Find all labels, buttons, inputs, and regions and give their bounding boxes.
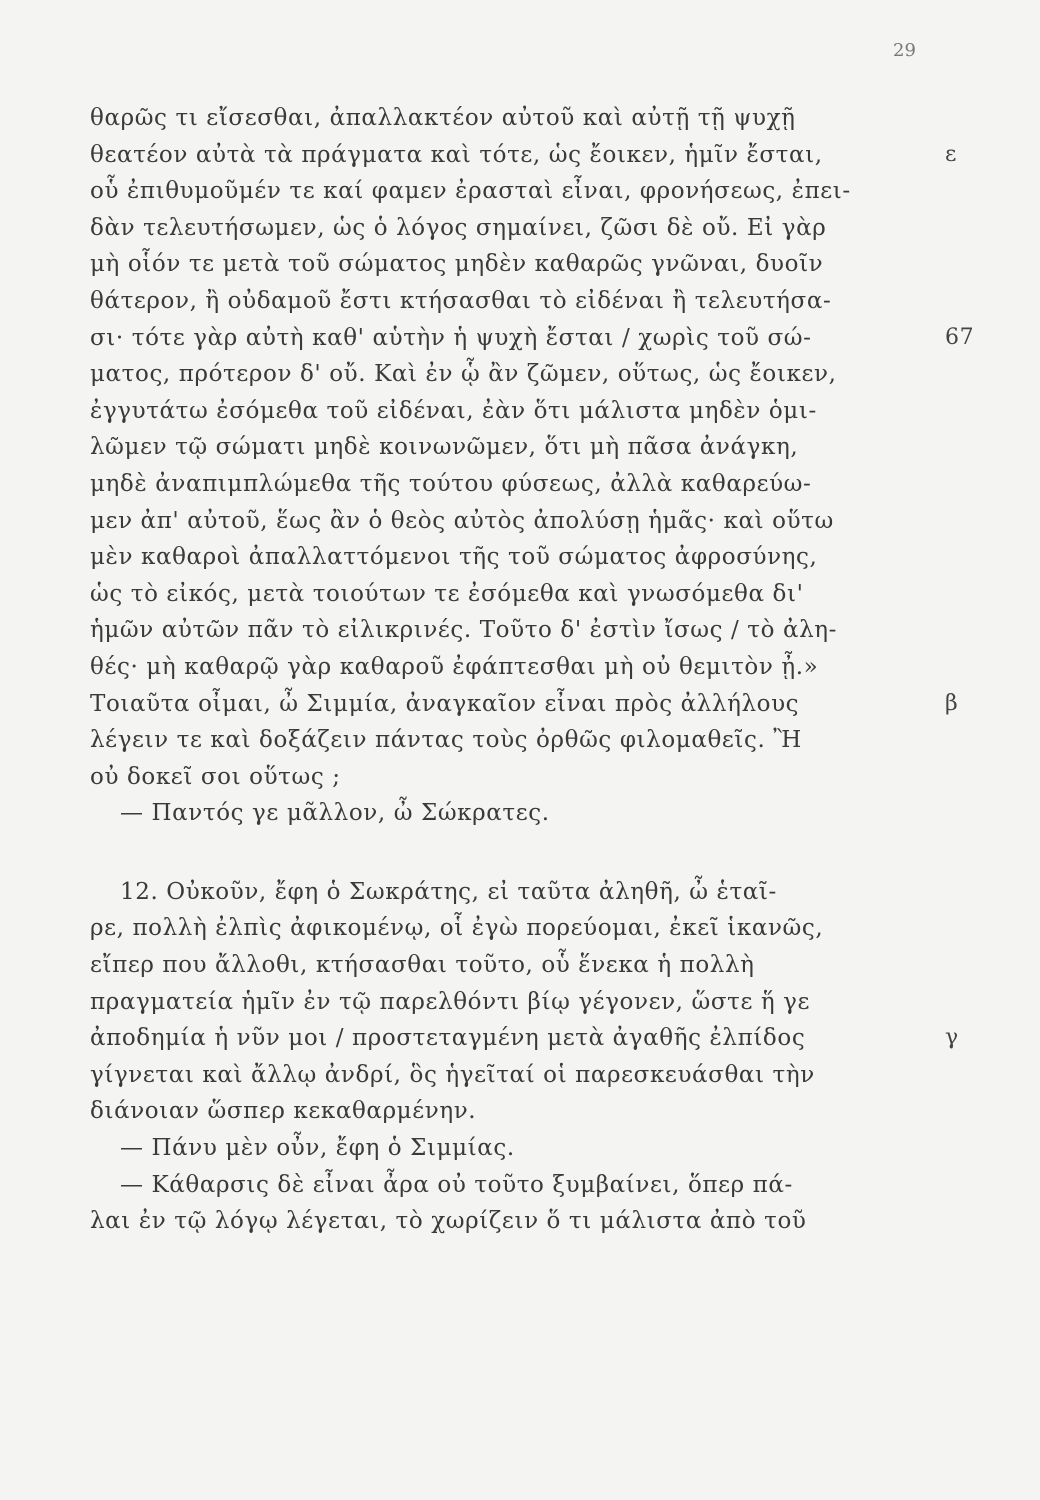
line-text: 12. Οὐκοῦν, ἔφη ὁ Σωκράτης, εἰ ταῦτα ἀληθῆ, ὦ ἑταῖ- <box>120 878 777 905</box>
line-text: μηδὲ ἀναπιμπλώμεθα τῆς τούτου φύσεως, ἀλλὰ καθαρεύω- <box>90 470 812 497</box>
text-line <box>90 100 950 137</box>
text-line <box>90 1130 950 1167</box>
line-text: εἴπερ που ἄλλοθι, κτήσασθαι τοῦτο, οὗ ἕνεκα ἡ πολλὴ <box>90 952 755 979</box>
text-line <box>90 612 950 649</box>
text-line <box>90 649 950 686</box>
text-line <box>90 795 950 832</box>
line-text: λῶμεν τῷ σώματι μηδὲ κοινωνῶμεν, ὅτι μὴ πᾶσα ἀνάγκη, <box>90 434 799 461</box>
line-text: διάνοιαν ὥσπερ κεκαθαρμένην. <box>90 1098 477 1125</box>
text-line <box>90 246 950 283</box>
text-line <box>90 320 975 357</box>
text-line <box>90 686 959 723</box>
text-line <box>90 1020 959 1057</box>
text-line <box>90 539 950 576</box>
line-text: μεν ἀπ' αὐτοῦ, ἕως ἂν ὁ θεὸς αὐτὸς ἀπολύσῃ ἡμᾶς· καὶ οὕτω <box>90 507 834 534</box>
text-line <box>90 984 950 1021</box>
line-text: οὐ δοκεῖ σοι οὕτως ; <box>90 763 341 790</box>
line-text: ρε, πολλὴ ἐλπὶς ἀφικομένῳ, οἷ ἐγὼ πορεύομαι, ἐκεῖ ἱκανῶς, <box>90 915 824 942</box>
line-text: θάτερον, ἢ οὐδαμοῦ ἔστι κτήσασθαι τὸ εἰδέναι ἢ τελευτήσα- <box>90 287 832 314</box>
line-text: σι· τότε γὰρ αὐτὴ καθ' αὑτὴν ἡ ψυχὴ ἔσται / χωρὶς τοῦ σώ- <box>90 324 812 351</box>
line-text: οὗ ἐπιθυμοῦμέν τε καί φαμεν ἐρασταὶ εἶναι, φρονήσεως, ἐπει- <box>90 178 851 205</box>
line-text: λέγειν τε καὶ δοξάζειν πάντας τοὺς ὀρθῶς φιλομαθεῖς. Ἢ <box>90 727 802 754</box>
line-text: θεατέον αὐτὰ τὰ πράγματα καὶ τότε, ὡς ἔοικεν, ἡμῖν ἔσται, <box>90 141 823 168</box>
text-line <box>90 874 950 911</box>
line-text: θαρῶς τι εἴσεσθαι, ἀπαλλακτέον αὐτοῦ καὶ αὐτῇ τῇ ψυχῇ <box>90 105 796 131</box>
line-text: ματος, πρότερον δ' οὔ. Καὶ ἐν ᾧ ἂν ζῶμεν, οὕτως, ὡς ἔοικεν, <box>90 361 837 388</box>
line-text: λαι ἐν τῷ λόγῳ λέγεται, τὸ χωρίζειν ὅ τι μάλιστα ἀπὸ τοῦ <box>90 1208 807 1235</box>
line-text: ὡς τὸ εἰκός, μετὰ τοιούτων τε ἐσόμεθα καὶ γνωσόμεθα δι' <box>90 580 804 607</box>
margin-reference: γ <box>945 1025 959 1051</box>
line-text: ἐγγυτάτω ἐσόμεθα τοῦ εἰδέναι, ἐὰν ὅτι μάλιστα μηδὲν ὁμι- <box>90 397 817 424</box>
text-line <box>90 1167 950 1204</box>
text-line <box>90 759 950 796</box>
margin-reference: ε <box>945 141 957 167</box>
text-line <box>90 503 950 540</box>
text-line <box>90 947 950 984</box>
line-text: θές· μὴ καθαρῷ γὰρ καθαροῦ ἐφάπτεσθαι μὴ οὐ θεμιτὸν ᾖ.» <box>90 653 819 680</box>
text-line <box>90 429 950 466</box>
line-text: γίγνεται καὶ ἄλλῳ ἀνδρί, ὃς ἡγεῖταί οἱ παρεσκευάσθαι τὴν <box>90 1061 815 1088</box>
line-text: Τοιαῦτα οἶμαι, ὦ Σιμμία, ἀναγκαῖον εἶναι πρὸς ἀλλήλους <box>90 690 800 717</box>
text-line <box>90 1203 950 1240</box>
text-line <box>90 283 950 320</box>
text-line <box>90 173 950 210</box>
text-line <box>90 137 957 174</box>
text-line <box>90 722 950 759</box>
line-text: — Πάνυ μὲν οὖν, ἔφη ὁ Σιμμίας. <box>120 1135 515 1162</box>
line-text: — Παντός γε μᾶλλον, ὦ Σώκρατες. <box>120 800 550 827</box>
text-line <box>90 210 950 247</box>
text-line <box>90 1057 950 1094</box>
line-text: — Κάθαρσις δὲ εἶναι ἆρα οὐ τοῦτο ξυμβαίνει, ὅπερ πά- <box>120 1171 793 1198</box>
line-text: μὴ οἷόν τε μετὰ τοῦ σώματος μηδὲν καθαρῶς γνῶναι, δυοῖν <box>90 251 824 278</box>
margin-reference: β <box>945 690 959 716</box>
text-line <box>90 576 950 613</box>
section-gap <box>90 832 950 874</box>
line-text: ἀποδημία ἡ νῦν μοι / προστεταγμένη μετὰ ἀγαθῆς ἐλπίδος <box>90 1025 806 1052</box>
text-line <box>90 466 950 503</box>
text-line <box>90 356 950 393</box>
line-text: μὲν καθαροὶ ἀπαλλαττόμενοι τῆς τοῦ σώματος ἀφροσύνης, <box>90 544 818 571</box>
margin-reference: 67 <box>945 324 975 350</box>
line-text: πραγματεία ἡμῖν ἐν τῷ παρελθόντι βίῳ γέγονεν, ὥστε ἥ γε <box>90 988 811 1015</box>
line-text: ἡμῶν αὐτῶν πᾶν τὸ εἰλικρινές. Τοῦτο δ' ἐστὶν ἴσως / τὸ ἀλη- <box>90 617 838 644</box>
text-line <box>90 1093 950 1130</box>
body-text <box>90 100 975 1240</box>
page-number: 29 <box>893 40 916 61</box>
text-line <box>90 393 950 430</box>
text-line <box>90 910 950 947</box>
line-text: δὰν τελευτήσωμεν, ὡς ὁ λόγος σημαίνει, ζῶσι δὲ οὔ. Εἰ γὰρ <box>90 214 827 241</box>
